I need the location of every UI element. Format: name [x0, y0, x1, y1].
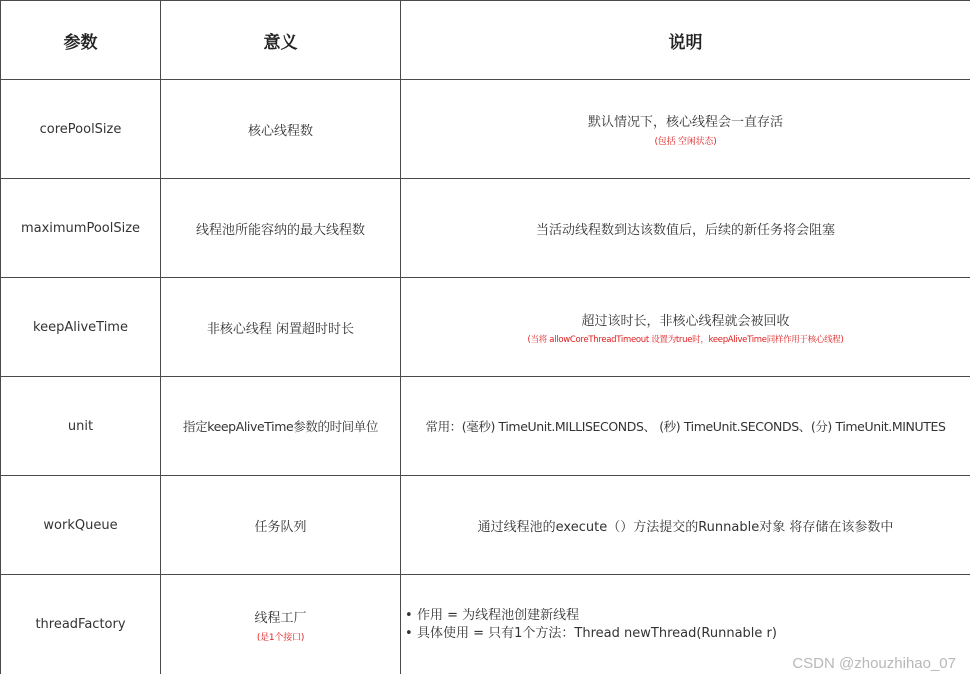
- table-row: [1, 80, 970, 179]
- description-cell: [401, 179, 970, 278]
- description-note: (包括 空闲状态): [654, 137, 717, 147]
- header-param: 参数: [1, 1, 161, 80]
- meaning-text: 线程工厂: [254, 610, 307, 626]
- list-item: [405, 625, 968, 643]
- header-meaning: 意义: [161, 1, 401, 80]
- description-note: (当将 allowCoreThreadTimeout 设置为true时，keepAliveTime同样作用于核心线程): [527, 334, 844, 345]
- description-cell: [401, 476, 970, 575]
- table-row: [1, 476, 970, 575]
- list-item: [405, 607, 968, 625]
- meaning-cell: [161, 575, 401, 675]
- description-text: 通过线程池的execute（）方法提交的Runnable对象 将存储在该参数中: [477, 519, 894, 535]
- table-header-row: [1, 1, 970, 80]
- bullet-icon: •: [405, 625, 413, 641]
- table-row: [1, 377, 970, 476]
- description-text: 超过该时长，非核心线程就会被回收: [581, 313, 790, 329]
- param-cell: keepAliveTime: [1, 278, 161, 377]
- param-cell: corePoolSize: [1, 80, 161, 179]
- header-description: 说明: [401, 1, 970, 80]
- meaning-cell: 指定keepAliveTime参数的时间单位: [161, 377, 401, 476]
- description-list: [403, 607, 968, 643]
- meaning-note: (是1个接口): [256, 632, 305, 643]
- param-cell: workQueue: [1, 476, 161, 575]
- bullet-icon: •: [405, 607, 413, 623]
- meaning-cell: 核心线程数: [161, 80, 401, 179]
- list-item-text: 作用 = 为线程池创建新线程: [417, 607, 580, 623]
- table-row: [1, 179, 970, 278]
- description-cell: [401, 278, 970, 377]
- watermark: CSDN @zhouzhihao_07: [792, 655, 956, 672]
- param-cell: unit: [1, 377, 161, 476]
- description-text: 当活动线程数到达该数值后，后续的新任务将会阻塞: [535, 222, 835, 238]
- table-row: [1, 278, 970, 377]
- param-cell: maximumPoolSize: [1, 179, 161, 278]
- description-text: 常用：(毫秒) TimeUnit.MILLISECONDS、 (秒) TimeUnit.SECONDS、(分) TimeUnit.MINUTES: [425, 419, 946, 434]
- description-text: 默认情况下，核心线程会一直存活: [587, 115, 783, 130]
- meaning-cell: 任务队列: [161, 476, 401, 575]
- description-cell: [401, 377, 970, 476]
- param-cell: threadFactory: [1, 575, 161, 675]
- meaning-cell: 线程池所能容纳的最大线程数: [161, 179, 401, 278]
- description-cell: [401, 80, 970, 179]
- meaning-cell: 非核心线程 闲置超时时长: [161, 278, 401, 377]
- list-item-text: 具体使用 = 只有1个方法：Thread newThread(Runnable r): [417, 625, 777, 641]
